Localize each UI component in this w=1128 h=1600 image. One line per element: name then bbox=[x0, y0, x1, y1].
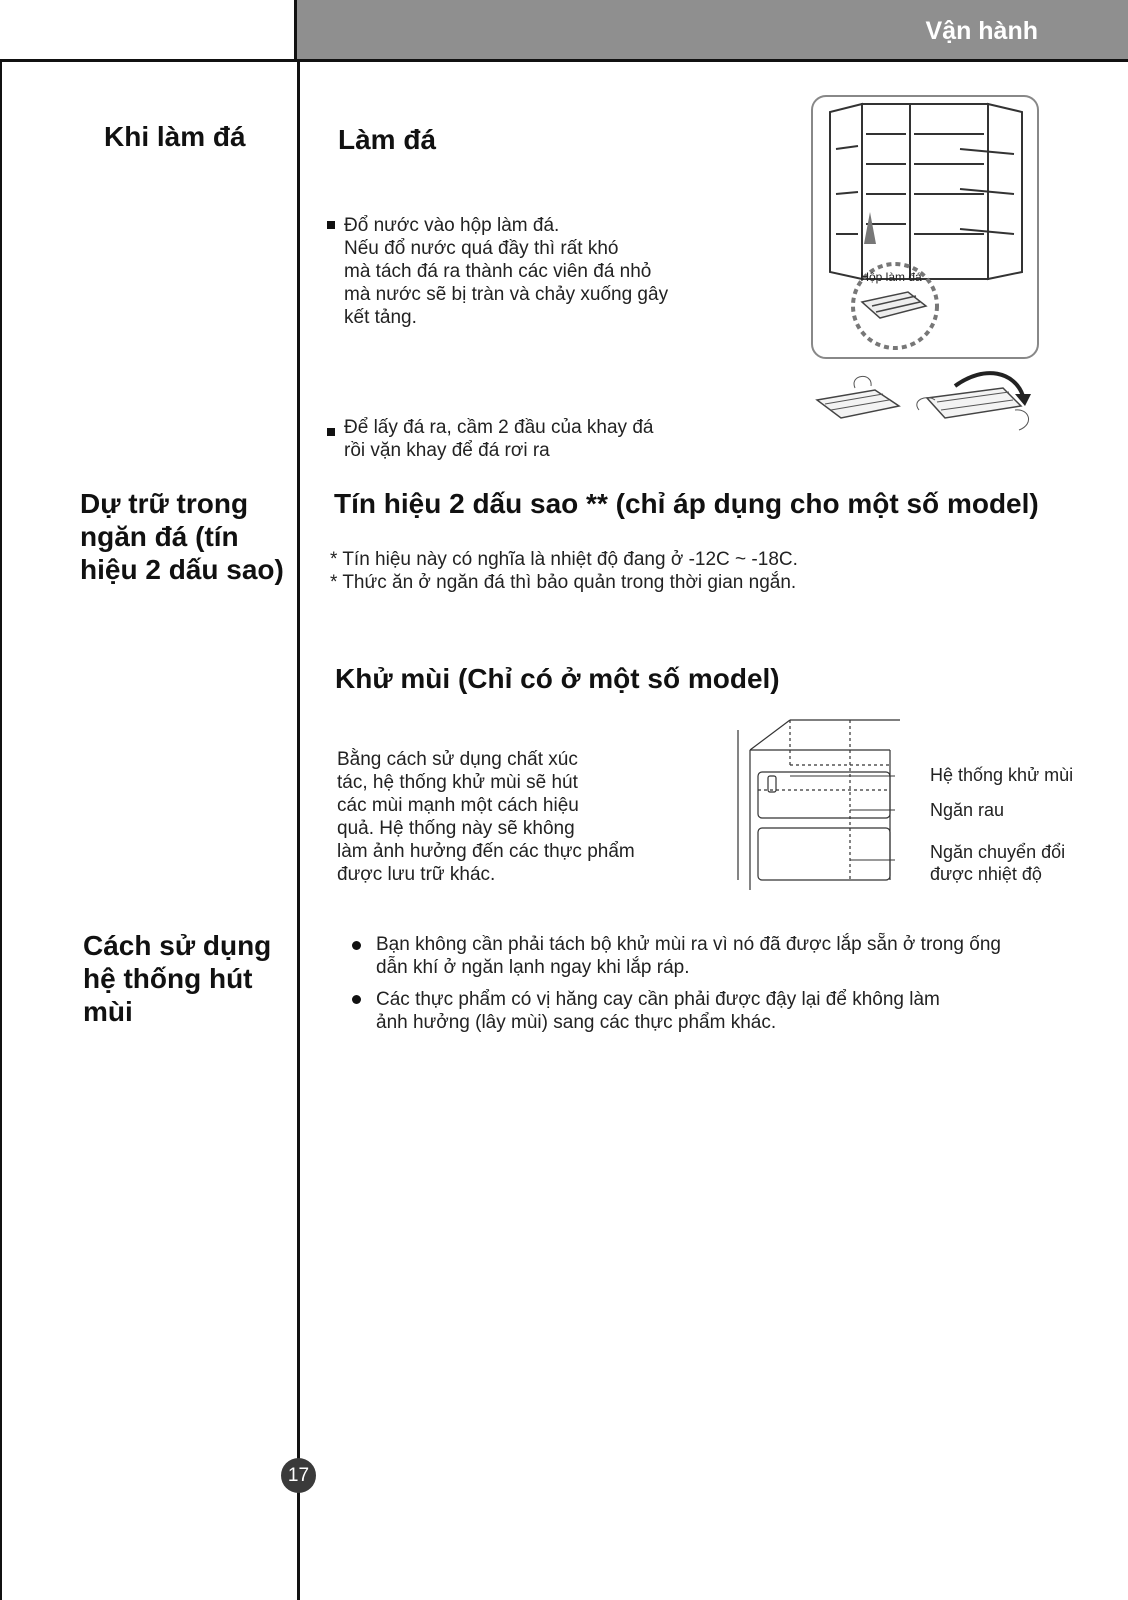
square-bullet-icon bbox=[327, 221, 335, 229]
column-divider bbox=[297, 62, 300, 1600]
usage-bullet-1: Bạn không cần phải tách bộ khử mùi ra vì nó đã được lắp sẵn ở trong ống dẫn khí ở ngăn lạnh ngay khi lắp ráp. bbox=[376, 934, 1001, 978]
header-left-cell bbox=[0, 0, 297, 62]
deodorizer-description: Bằng cách sử dụng chất xúc tác, hệ thống khử mùi sẽ hút các mùi mạnh một cách hiệu quả. Hệ thống này sẽ không làm ảnh hưởng đến các thực phẩm được lưu trữ khác. bbox=[337, 749, 635, 885]
deodorizer-diagram bbox=[730, 710, 900, 896]
usage-bullet-2: Các thực phẩm có vị hăng cay cần phải được đậy lại để không làm ảnh hưởng (lây mùi) sang các thực phẩm khác. bbox=[376, 989, 940, 1033]
label-convertible-drawer: Ngăn chuyển đổi được nhiệt độ bbox=[930, 842, 1066, 884]
section-header-title: Vận hành bbox=[925, 17, 1038, 45]
star-note-1: * Tín hiệu này có nghĩa là nhiệt độ đang ở -12C ~ -18C. bbox=[330, 549, 798, 570]
bullet-dot-icon bbox=[352, 941, 361, 950]
left-border bbox=[0, 62, 2, 1600]
ice-making-title: Làm đá bbox=[338, 124, 437, 155]
label-vegetable-drawer: Ngăn rau bbox=[930, 800, 1005, 820]
square-bullet-icon bbox=[327, 428, 335, 436]
deodorizer-title: Khử mùi (Chỉ có ở một số model) bbox=[335, 663, 780, 694]
ice-instruction-2: Để lấy đá ra, cầm 2 đầu của khay đá rồi vặn khay để đá rơi ra bbox=[344, 417, 654, 461]
label-deodorizer-system: Hệ thống khử mùi bbox=[930, 765, 1074, 785]
star-signal-title: Tín hiệu 2 dấu sao ** (chỉ áp dụng cho một số model) bbox=[334, 488, 1039, 519]
ice-tray-twist-illustration bbox=[815, 370, 1045, 450]
sidebar-label-deodorizer-use: Cách sử dụng hệ thống hút mùi bbox=[83, 930, 272, 1027]
header-bar bbox=[297, 0, 1128, 62]
sidebar-label-freezer-storage: Dự trữ trong ngăn đá (tín hiệu 2 dấu sao) bbox=[80, 488, 284, 585]
star-note-2: * Thức ăn ở ngăn đá thì bảo quản trong thời gian ngắn. bbox=[330, 572, 797, 593]
ice-tray-label: Hộp làm đá bbox=[860, 270, 922, 284]
ice-instruction-1: Đổ nước vào hộp làm đá. Nếu đổ nước quá đầy thì rất khó mà tách đá ra thành các viên đá nhỏ mà nước sẽ bị tràn và chảy xuống gây kết tảng. bbox=[344, 215, 669, 328]
sidebar-label-ice-making: Khi làm đá bbox=[104, 121, 246, 152]
page-number: 17 bbox=[281, 1458, 316, 1493]
refrigerator-illustration bbox=[810, 94, 1042, 362]
bullet-dot-icon bbox=[352, 995, 361, 1004]
